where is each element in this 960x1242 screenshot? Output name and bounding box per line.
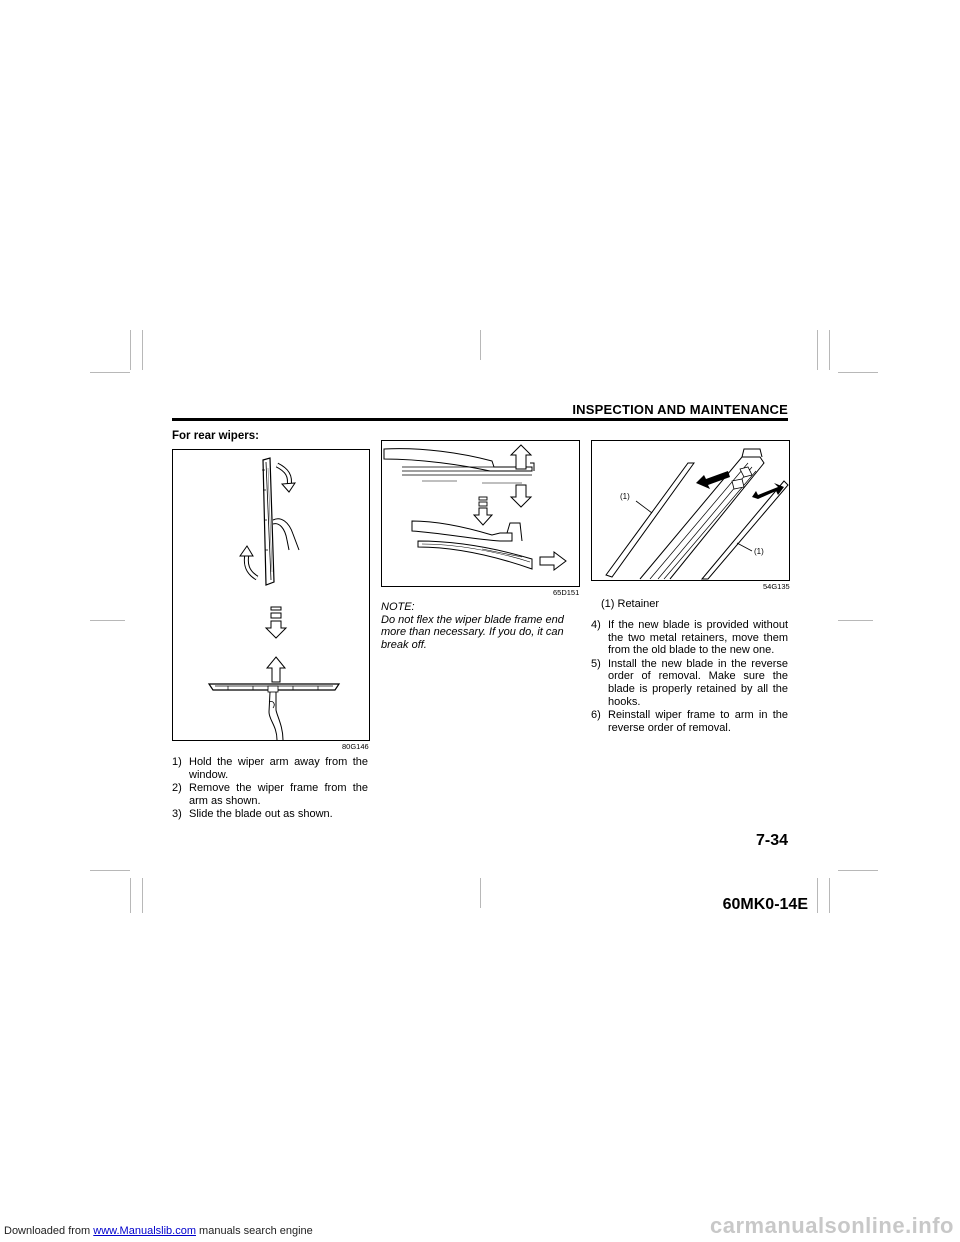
figure-code-middle: 65D151 [553,588,580,597]
legend-retainer: (1) Retainer [601,598,660,610]
doc-code: 60MK0-14E [722,896,808,913]
note-label: NOTE: [381,601,415,613]
left-steps [172,756,368,822]
list-item: 5) Install the new blade in the reverse order of removal. Make sure the blade is properly retained by all the hooks. [591,657,788,708]
callout-1: (1) [620,492,630,501]
figure-rear-wiper-removal [172,449,370,741]
right-steps [591,619,788,735]
note-block [381,601,578,651]
footer-prefix: Downloaded from [4,1225,91,1237]
list-item: 3) Slide the blade out as shown. [172,808,333,821]
list-item: 2) Remove the wiper frame from the arm as shown. [172,782,368,807]
note-text: Do not flex the wiper blade frame end more than necessary. If you do, it can break off. [381,613,564,651]
list-item: 6) Reinstall wiper frame to arm in the reverse order of removal. [591,709,788,734]
section-title: INSPECTION AND MAINTENANCE [572,402,788,417]
figure-code-left: 80G146 [342,742,369,751]
figure-code-right: 54G135 [763,582,790,591]
subheading: For rear wipers: [172,430,259,442]
callout-2: (1) [754,547,764,556]
footer-suffix: manuals search engine [199,1225,313,1237]
download-footer [4,1225,313,1237]
header-rule [172,418,788,421]
figure-metal-retainers [591,440,790,581]
list-item: 1) Hold the wiper arm away from the window. [172,756,368,781]
manualslib-link[interactable]: www.Manualslib.com [93,1225,196,1237]
watermark-text: carmanualsonline.info [710,1213,954,1238]
page-number: 7-34 [755,832,788,849]
figure-blade-frame-hooks [381,440,580,587]
list-item: 4) If the new blade is provided without the two metal retainers, move them from the old blade to the new one. [591,619,788,657]
